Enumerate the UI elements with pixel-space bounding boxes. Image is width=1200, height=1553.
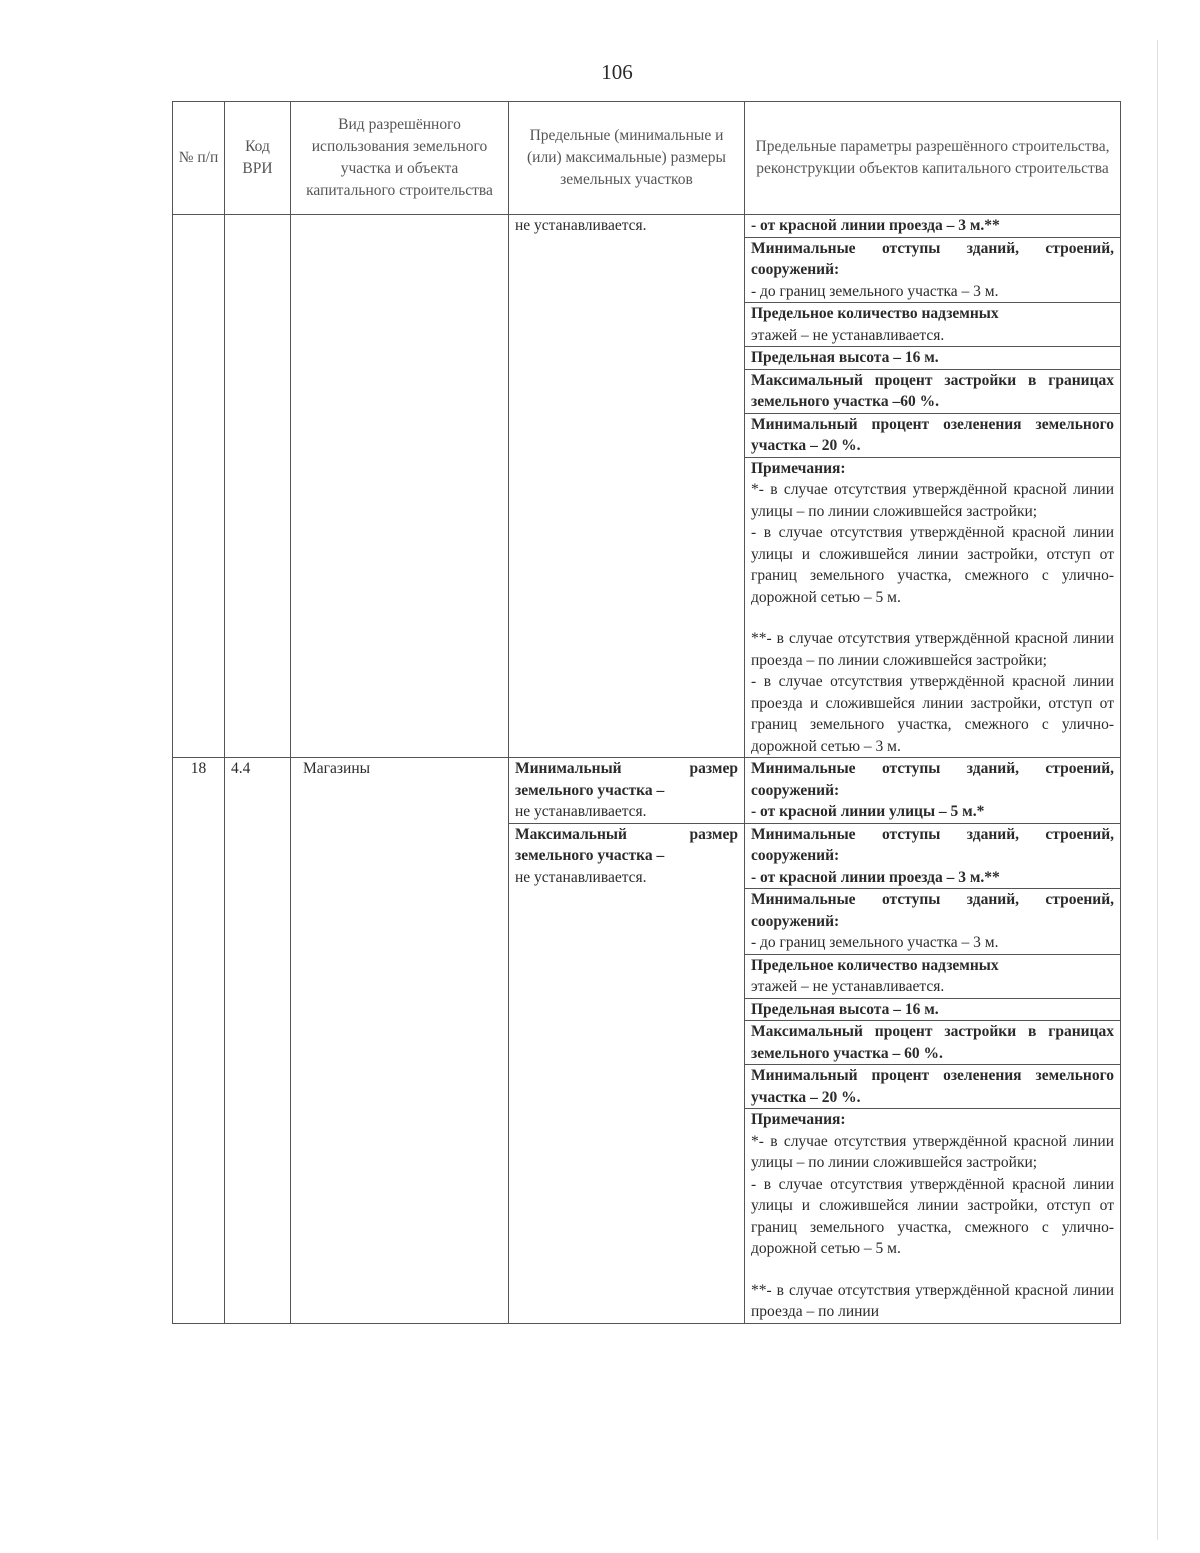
param-text: - до границ земельного участка – 3 м. [751,282,999,300]
cell-size [509,823,745,1323]
param-cell [745,303,1121,347]
param-cell [745,889,1121,955]
param-cell [745,1021,1121,1065]
cell-size: не устанавливается. [509,215,745,758]
param-head: Предельное количество надземных [751,956,999,974]
notes-heading: Примечания: [751,1111,846,1128]
param-cell [745,1065,1121,1109]
note-text: **- в случае отсутствия утверждённой красной линии проезда – по линии сложившейся застройки; [751,630,1114,669]
param-cell [745,413,1121,457]
notes-cell [745,1109,1121,1324]
cell-kind: Магазины [291,758,509,1324]
param-head: Минимальные отступы зданий, строений, сооружений: [751,825,1114,864]
cell-code [225,215,291,758]
param-head: Минимальный процент озеленения земельного участка [751,415,1114,454]
size-head: Минимальный размер земельного участка – [515,760,738,799]
note-text: *- в случае отсутствия утверждённой красной линии улицы – по линии сложившейся застройки; [751,1132,1114,1171]
param-text: – 20 %. [806,437,861,454]
param-cell: - от красной линии проезда – 3 м.** [745,215,1121,238]
param-text: этажей – не устанавливается. [751,978,945,995]
param-text: этажей – не устанавливается. [751,326,945,344]
note-text: - в случае отсутствия утверждённой красной линии проезда и сложившейся линии застройки, отступ от границ земельного участка, смежного с улично-дорожной сетью – 3 м. [751,673,1114,755]
cell-num [173,215,225,758]
scan-edge [1157,40,1158,1540]
note-text: - в случае отсутствия утверждённой красной линии улицы и сложившейся линии застройки, отступ от границ земельного участка, смежного с улично-дорожной сетью – 5 м. [751,524,1114,606]
param-cell: Предельная высота – 16 м. [745,347,1121,370]
header-code: Код ВРИ [225,102,291,215]
table-row [173,215,1121,238]
note-text: **- в случае отсутствия утверждённой красной линии проезда – по линии [751,1281,1114,1320]
cell-size [509,758,745,824]
table-row [173,758,1121,824]
notes-heading: Примечания: [751,459,846,477]
header-size: Предельные (минимальные и (или) максимальные) размеры земельных участков [509,102,745,215]
cell-code: 4.4 [225,758,291,1324]
note-text: *- в случае отсутствия утверждённой красной линии улицы – по линии сложившейся застройки; [751,481,1114,520]
header-kind: Вид разрешённого использования земельного участка и объекта капитального строительства [291,102,509,215]
param-cell [745,369,1121,413]
param-head: Минимальные отступы зданий, строений, сооружений: [751,239,1114,278]
param-text: - до границ земельного участка – 3 м. [751,934,999,951]
regulations-table [172,101,1121,1324]
page-number: 106 [601,60,633,84]
param-head: Предельное количество надземных [751,305,999,322]
param-text: – 20 %. [806,1088,861,1106]
header-params: Предельные параметры разрешённого строительства, реконструкции объектов капитального строительства [745,102,1121,215]
param-cell: Предельная высота – 16 м. [745,998,1121,1021]
param-head: Максимальный процент застройки в границах земельного участка [751,1023,1114,1062]
param-text: – 60 %. [888,1044,943,1062]
param-head: Минимальный процент озеленения земельного участка [751,1067,1114,1106]
note-text: - в случае отсутствия утверждённой красной линии улицы и сложившейся линии застройки, отступ от границ земельного участка, смежного с улично-дорожной сетью – 5 м. [751,1175,1114,1257]
param-head: Максимальный процент застройки в границах земельного участка [751,371,1114,410]
param-cell [745,823,1121,889]
param-text: - от красной линии улицы – 5 м.* [751,803,985,820]
param-text: - от красной линии проезда – 3 м.** [751,868,1000,886]
param-head: Минимальные отступы зданий, строений, сооружений: [751,760,1114,799]
notes-cell [745,457,1121,758]
header-num: № п/п [173,102,225,215]
cell-num: 18 [173,758,225,1324]
param-cell [745,758,1121,824]
param-text: –60 %. [888,393,939,410]
cell-kind [291,215,509,758]
size-text: не устанавливается. [515,803,647,820]
param-cell [745,237,1121,303]
param-cell [745,954,1121,998]
table-header-row [173,102,1121,215]
size-text: не устанавливается. [515,868,647,886]
size-head: Максимальный размер земельного участка – [515,825,738,864]
param-head: Минимальные отступы зданий, строений, сооружений: [751,891,1114,930]
